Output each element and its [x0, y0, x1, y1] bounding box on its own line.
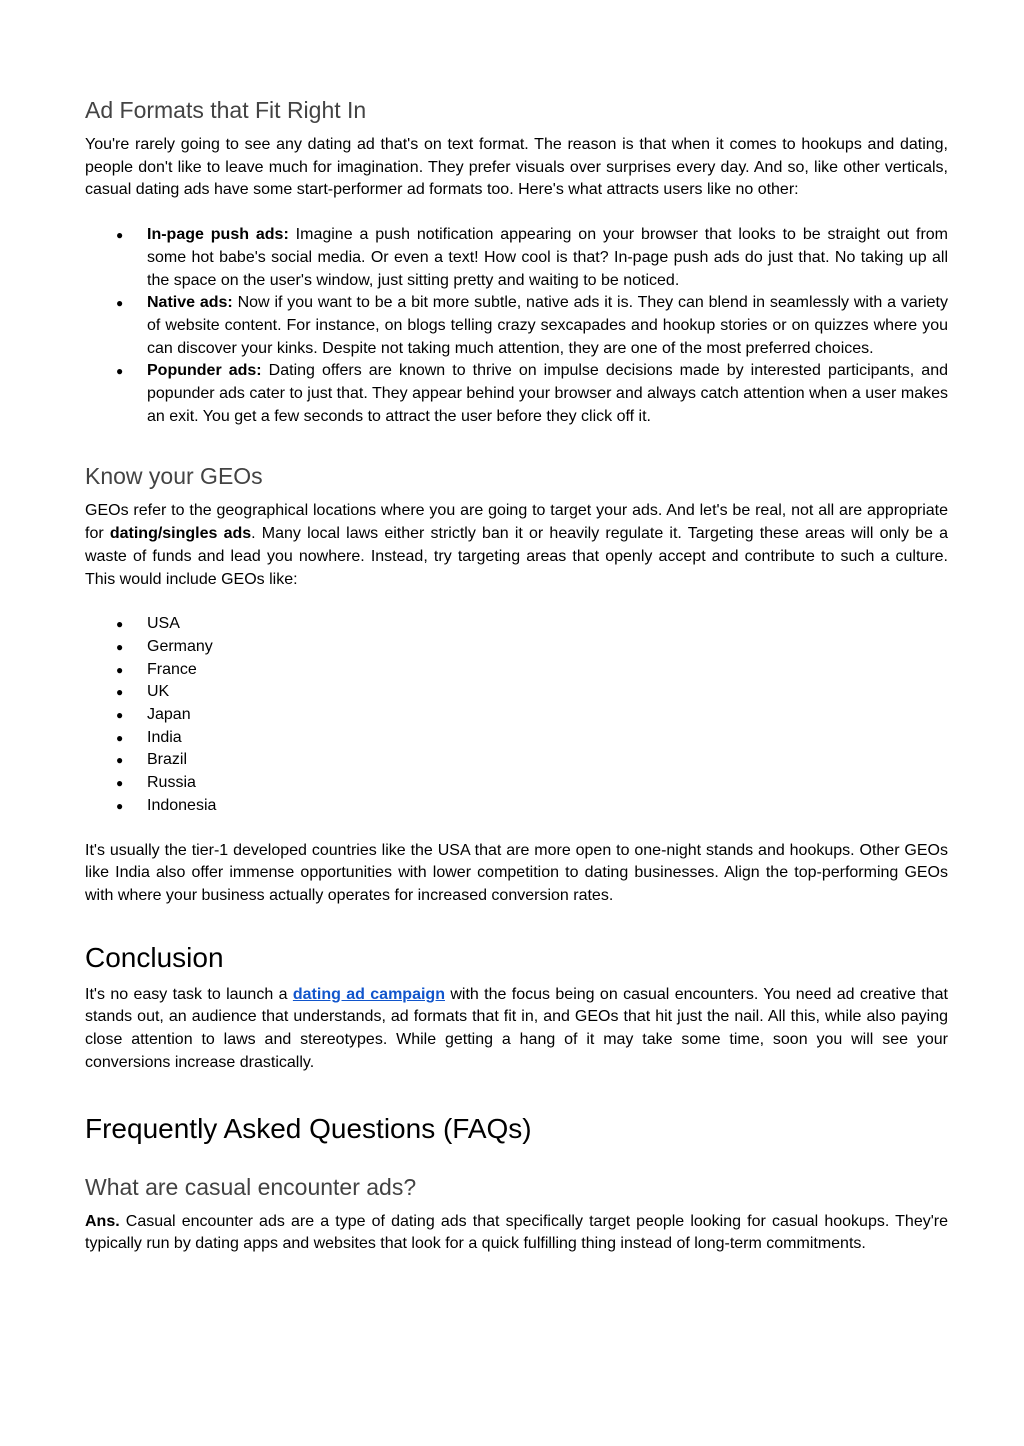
list-item: [85, 360, 948, 428]
countries-list: [85, 613, 948, 817]
conclusion-heading: Conclusion: [85, 941, 224, 973]
list-item-label: In-page push ads:: [147, 226, 289, 244]
country-name: USA: [147, 615, 180, 633]
bullet-icon: ●: [116, 364, 124, 379]
list-item: [85, 795, 948, 818]
country-name: Japan: [147, 706, 191, 724]
list-item: [85, 772, 948, 795]
list-item: [85, 659, 948, 682]
list-item: [85, 636, 948, 659]
bullet-icon: ●: [116, 228, 124, 243]
country-name: Russia: [147, 774, 196, 792]
bullet-icon: ●: [116, 639, 124, 654]
list-item: [85, 749, 948, 772]
list-item-text: Imagine a push notification appearing on your browser that looks to be straight out from some hot babe's social media. Or even a text! How cool is that? In-page push ads do just that. No taking up all the space on the user's window, just sitting pretty and waiting to be noticed.: [147, 226, 949, 289]
list-item: [85, 727, 948, 750]
list-item-text: Dating offers are known to thrive on impulse decisions made by interested participants, and popunder ads cater to just that. They appear behind your browser and always catch attention when a user makes an exit. You get a few seconds to attract the user before they click off it.: [147, 362, 948, 425]
faq-answer-label: Ans.: [85, 1212, 120, 1230]
bullet-icon: ●: [116, 662, 124, 677]
ad-formats-heading: Ad Formats that Fit Right In: [85, 97, 367, 123]
country-name: Brazil: [147, 751, 188, 769]
country-name: India: [147, 728, 182, 746]
conclusion-text-before: It's no easy task to launch a: [85, 985, 293, 1003]
geos-intro-after: . Many local laws either strictly ban it or heavily regulate it. Targeting these areas will only be a waste of funds and lead you nowhere. Instead, try targeting areas that openly accept and contribute to such a culture. This would include GEOs like:: [85, 525, 948, 588]
document-page: [85, 94, 948, 1256]
faq-answer-text: Casual encounter ads are a type of dating ads that specifically target people looking for casual hookups. They're typically run by dating apps and websites that look for a quick fulfilling thing instead of long-term commitments.: [85, 1212, 948, 1253]
conclusion-text: [85, 984, 948, 1075]
list-item: [85, 613, 948, 636]
geos-intro: [85, 500, 948, 591]
country-name: Germany: [147, 637, 213, 655]
country-name: UK: [147, 683, 170, 701]
bullet-icon: ●: [116, 685, 124, 700]
list-item-label: Native ads:: [147, 294, 233, 312]
list-item: [85, 292, 948, 360]
dating-ad-campaign-link[interactable]: dating ad campaign: [292, 985, 445, 1003]
geos-heading: Know your GEOs: [85, 463, 263, 490]
bullet-icon: ●: [116, 296, 124, 311]
country-name: France: [147, 660, 197, 678]
list-item: [85, 224, 948, 292]
faq-question: What are casual encounter ads?: [85, 1173, 417, 1200]
country-name: Indonesia: [147, 796, 217, 814]
bullet-icon: ●: [116, 753, 124, 768]
bullet-icon: ●: [116, 776, 124, 791]
bullet-icon: ●: [116, 708, 124, 723]
bullet-icon: ●: [116, 617, 124, 632]
bullet-icon: ●: [116, 798, 124, 813]
bullet-icon: ●: [116, 730, 124, 745]
geos-intro-before: GEOs refer to the geographical locations where you are going to target your ads. And let's be real, not all are appropriate for: [85, 502, 948, 543]
list-item-text: Now if you want to be a bit more subtle, native ads it is. They can blend in seamlessly with a variety of website content. For instance, on blogs telling crazy sexcapades and hookup stories or on quizzes where you can discover your kinks. Despite not taking much attention, they are one of the most preferred choices.: [147, 294, 948, 357]
geos-intro-bold: dating/singles ads: [109, 525, 252, 543]
ad-formats-intro: You're rarely going to see any dating ad that's on text format. The reason is that when it comes to hookups and dating, people don't like to leave much for imagination. They prefer visuals over surprises every day. And so, like other verticals, casual dating ads have some start-performer ad formats too. Here's what attracts users like no other:: [85, 136, 948, 199]
ad-formats-list: [85, 224, 948, 428]
geos-outro: It's usually the tier-1 developed countries like the USA that are more open to one-night stands and hookups. Other GEOs like India also offer immense opportunities with lower competition to dating businesses. Align the top-performing GEOs with where your business actually operates for increased conversion rates.: [85, 841, 948, 904]
list-item: [85, 704, 948, 727]
list-item-label: Popunder ads:: [147, 362, 262, 380]
list-item: [85, 681, 948, 704]
conclusion-text-after: with the focus being on casual encounters. You need ad creative that stands out, an audience that understands, ad formats that fit in, and GEOs that hit just the nail. All this, while also paying close attention to laws and stereotypes. While getting a hang of it may take some time, soon you will see your conversions increase drastically.: [85, 985, 948, 1071]
faqs-heading: Frequently Asked Questions (FAQs): [85, 1112, 532, 1144]
faq-answer: [85, 1211, 948, 1256]
